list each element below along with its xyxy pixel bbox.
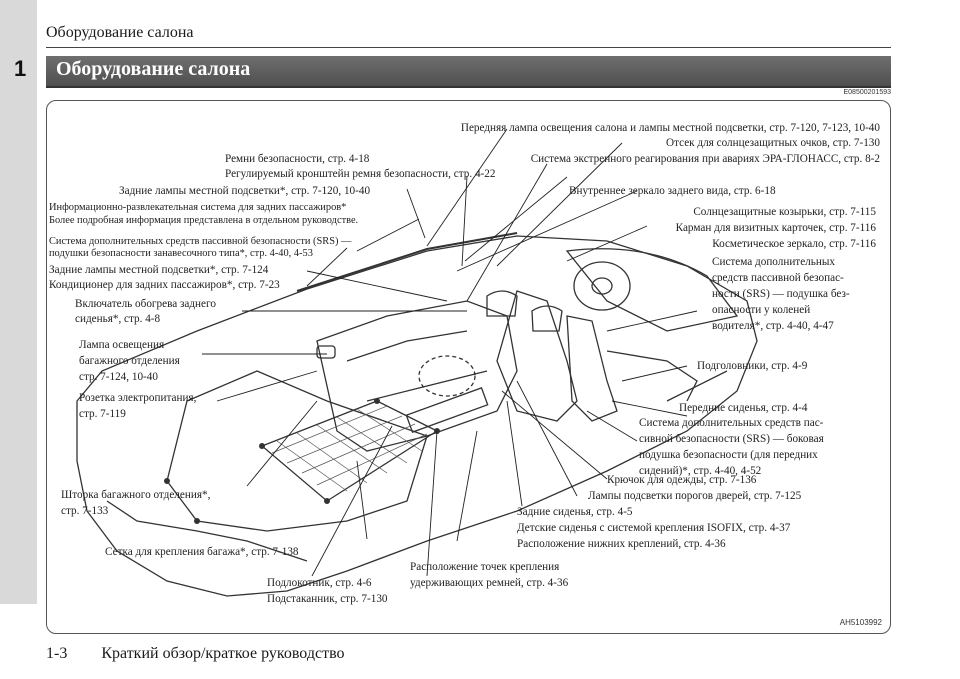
label-seat-heater-page: сиденья*, стр. 4-8 [75, 313, 161, 325]
label-armrest: Подлокотник, стр. 4-6 [267, 577, 372, 589]
label-cargo-blind-page: стр. 7-133 [61, 505, 109, 517]
label-sun-visors: Солнцезащитные козырьки, стр. 7-115 [693, 206, 876, 218]
label-tether-anchors-1: Расположение точек крепления [410, 561, 560, 573]
label-isofix: Детские сиденья с системой крепления ISOFIX, стр. 4-37 [517, 522, 791, 534]
page-number: 1-3 [46, 645, 68, 662]
header-rule [46, 47, 891, 48]
chapter-number: 1 [14, 56, 27, 81]
label-tether-anchors-2: удерживающих ремней, стр. 4-36 [410, 577, 569, 589]
label-headrests: Подголовники, стр. 4-9 [697, 360, 808, 372]
label-glasses-compartment: Отсек для солнцезащитных очков, стр. 7-130 [665, 137, 880, 149]
label-knee-srs-3: ности (SRS) — подушка без- [712, 288, 850, 300]
label-cargo-blind: Шторка багажного отделения*, [61, 489, 211, 501]
label-rear-lamps-2: Задние лампы местной подсветки*, стр. 7-124 [49, 264, 269, 276]
label-front-seats: Передние сиденья, стр. 4-4 [679, 402, 808, 414]
label-knee-srs-5: водителя*, стр. 4-40, 4-47 [712, 320, 834, 332]
chapter-sidebar [0, 0, 37, 604]
label-side-srs-4: сидений)*, стр. 4-40, 4-52 [639, 465, 762, 477]
label-srs-curtain: Система дополнительных средств пассивной безопасности (SRS) — [49, 236, 352, 247]
interior-figure [46, 100, 891, 634]
label-separate-manual: Более подробная информация представлена в отдельном руководстве. [49, 215, 359, 226]
label-cargo-net: Сетка для крепления багажа*, стр. 7-138 [105, 546, 299, 558]
label-knee-srs-1: Система дополнительных [712, 256, 835, 268]
label-seat-heater: Включатель обогрева заднего [75, 298, 216, 310]
footer-title: Краткий обзор/краткое руководство [101, 645, 345, 662]
label-side-srs-3: подушка безопасности (для передних [639, 449, 818, 461]
section-banner [46, 56, 891, 88]
label-rear-seats: Задние сиденья, стр. 4-5 [517, 506, 633, 518]
label-era-glonass: Система экстренного реагирования при авариях ЭРА-ГЛОНАСС, стр. 8-2 [530, 153, 880, 165]
label-trunk-lamp-2: багажного отделения [79, 355, 180, 367]
label-knee-srs-2: средств пассивной безопас- [712, 272, 844, 284]
label-card-pocket: Карман для визитных карточек, стр. 7-116 [675, 222, 876, 234]
label-side-srs-1: Система дополнительных средств пас- [639, 417, 824, 429]
label-coat-hook: Крючок для одежды, стр. 7-136 [607, 474, 757, 486]
label-lower-anchors: Расположение нижних креплений, стр. 4-36 [517, 538, 726, 550]
label-trunk-lamp-3: стр. 7-124, 10-40 [79, 371, 158, 383]
label-vanity-mirror: Косметическое зеркало, стр. 7-116 [712, 238, 876, 250]
label-mirror: Внутреннее зеркало заднего вида, стр. 6-18 [569, 185, 776, 197]
label-srs-curtain-pages: подушки безопасности занавесочного типа*, стр. 4-40, 4-53 [49, 248, 313, 259]
label-cupholder: Подстаканник, стр. 7-130 [267, 593, 388, 605]
label-rear-infotainment: Информационно-развлекательная система для задних пассажиров* [49, 202, 347, 213]
figure-code: AH5103992 [839, 618, 882, 627]
running-title: Оборудование салона [46, 24, 194, 41]
label-rear-lamps: Задние лампы местной подсветки*, стр. 7-120, 10-40 [119, 185, 371, 197]
label-trunk-lamp-1: Лампа освещения [79, 339, 165, 351]
label-belts: Ремни безопасности, стр. 4-18 [225, 153, 370, 165]
label-sill-lamps: Лампы подсветки порогов дверей, стр. 7-125 [588, 490, 802, 502]
label-power-socket-page: стр. 7-119 [79, 408, 126, 420]
label-side-srs-2: сивной безопасности (SRS) — боковая [639, 433, 824, 445]
label-rear-ac: Кондиционер для задних пассажиров*, стр. 7-23 [49, 279, 280, 291]
document-code: E08500201593 [843, 89, 891, 96]
label-knee-srs-4: опасности у коленей [712, 304, 811, 316]
label-power-socket: Розетка электропитания, [79, 392, 197, 404]
label-front-lamp: Передняя лампа освещения салона и лампы местной подсветки, стр. 7-120, 7-123, 10-40 [460, 122, 880, 134]
section-title: Оборудование салона [56, 58, 251, 80]
label-belt-anchor: Регулируемый кронштейн ремня безопасности, стр. 4-22 [225, 168, 496, 180]
page-footer [46, 645, 375, 663]
